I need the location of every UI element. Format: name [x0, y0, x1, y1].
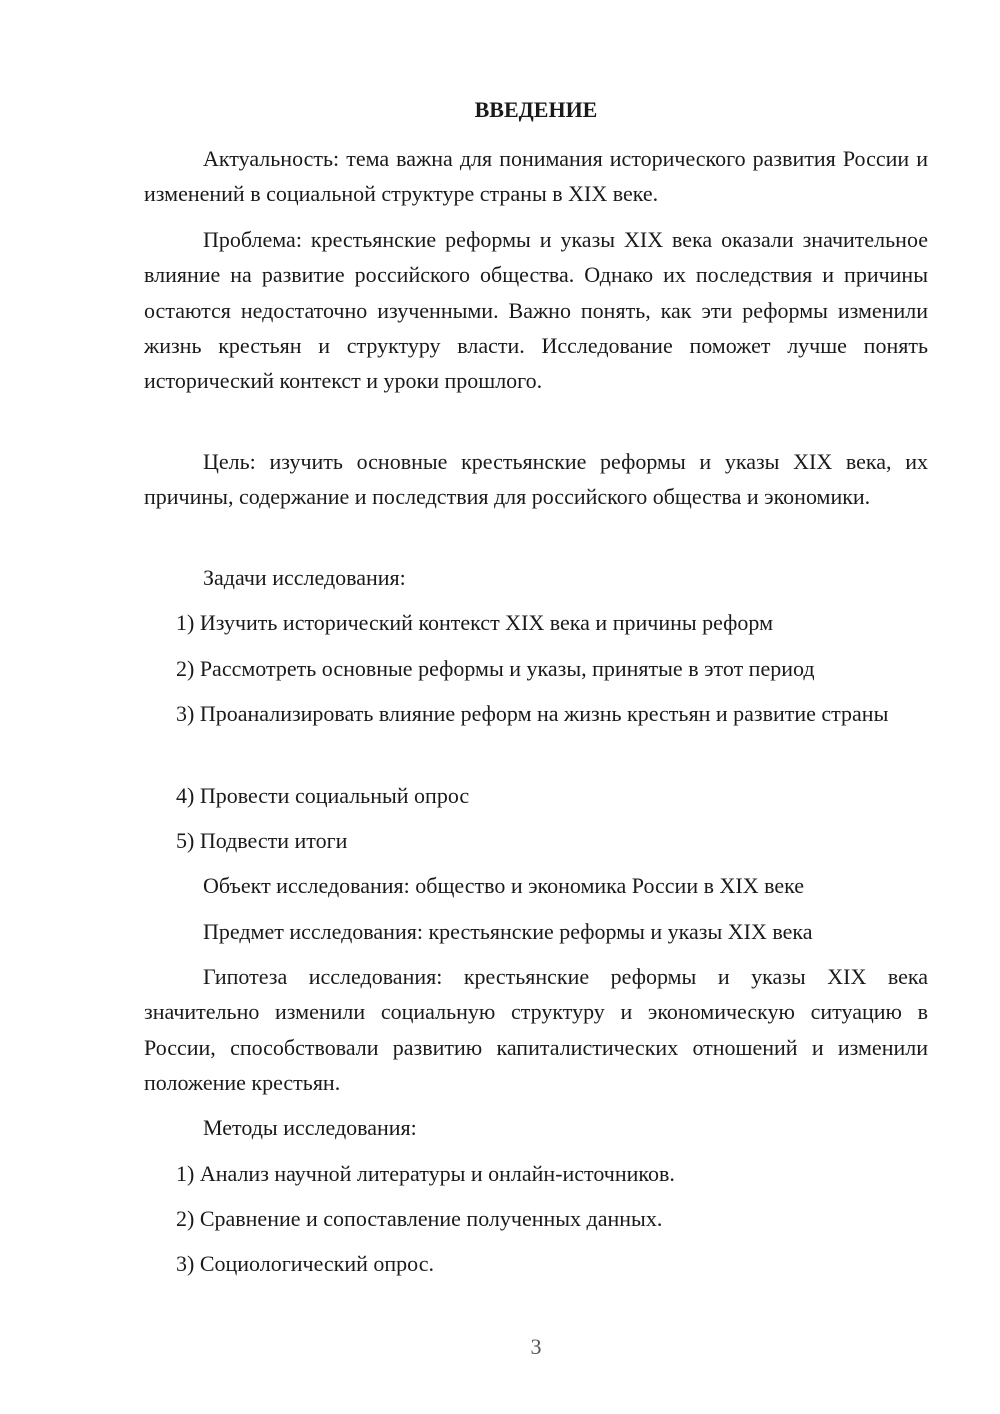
paragraph-subject: Предмет исследования: крестьянские реформы и указы XIX века [203, 919, 813, 944]
method-item-3: 3) Социологический опрос. [176, 1251, 434, 1276]
method-item-1: 1) Анализ научной литературы и онлайн-источников. [176, 1161, 675, 1186]
task-item-3: 3) Проанализировать влияние реформ на жизнь крестьян и развитие страны [176, 701, 889, 726]
task-item-1: 1) Изучить исторический контекст XIX века и причины реформ [176, 610, 774, 635]
paragraph-relevance: Актуальность: тема важна для понимания исторического развития России и изменений в социальной структуре страны в XIX веке. [144, 146, 928, 207]
method-item-2: 2) Сравнение и сопоставление полученных данных. [176, 1206, 663, 1231]
page-number: 3 [530, 1334, 542, 1359]
task-item-2: 2) Рассмотреть основные реформы и указы, принятые в этот период [176, 656, 815, 681]
tasks-heading: Задачи исследования: [203, 565, 406, 590]
paragraph-object: Объект исследования: общество и экономика России в XIX веке [203, 873, 805, 898]
task-item-5: 5) Подвести итоги [176, 828, 348, 853]
paragraph-problem: Проблема: крестьянские реформы и указы XIX века оказали значительное влияние на развитие российского общества. Однако их последствия и причины остаются недостаточно изученными. Важно понять, как эти реформы изменили жизнь крестьян и структуру власти. Исследование поможет лучше понять исторический контекст и уроки прошлого. [144, 227, 928, 394]
methods-heading: Методы исследования: [203, 1115, 417, 1140]
task-item-4: 4) Провести социальный опрос [176, 783, 470, 808]
paragraph-goal: Цель: изучить основные крестьянские реформы и указы XIX века, их причины, содержание и последствия для российского общества и экономики. [144, 449, 928, 510]
paragraph-hypothesis: Гипотеза исследования: крестьянские реформы и указы XIX века значительно изменили социальную структуру и экономическую ситуацию в России, способствовали развитию капиталистических отношений и изменили положение крестьян. [144, 964, 928, 1095]
page-title: ВВЕДЕНИЕ [474, 97, 598, 122]
